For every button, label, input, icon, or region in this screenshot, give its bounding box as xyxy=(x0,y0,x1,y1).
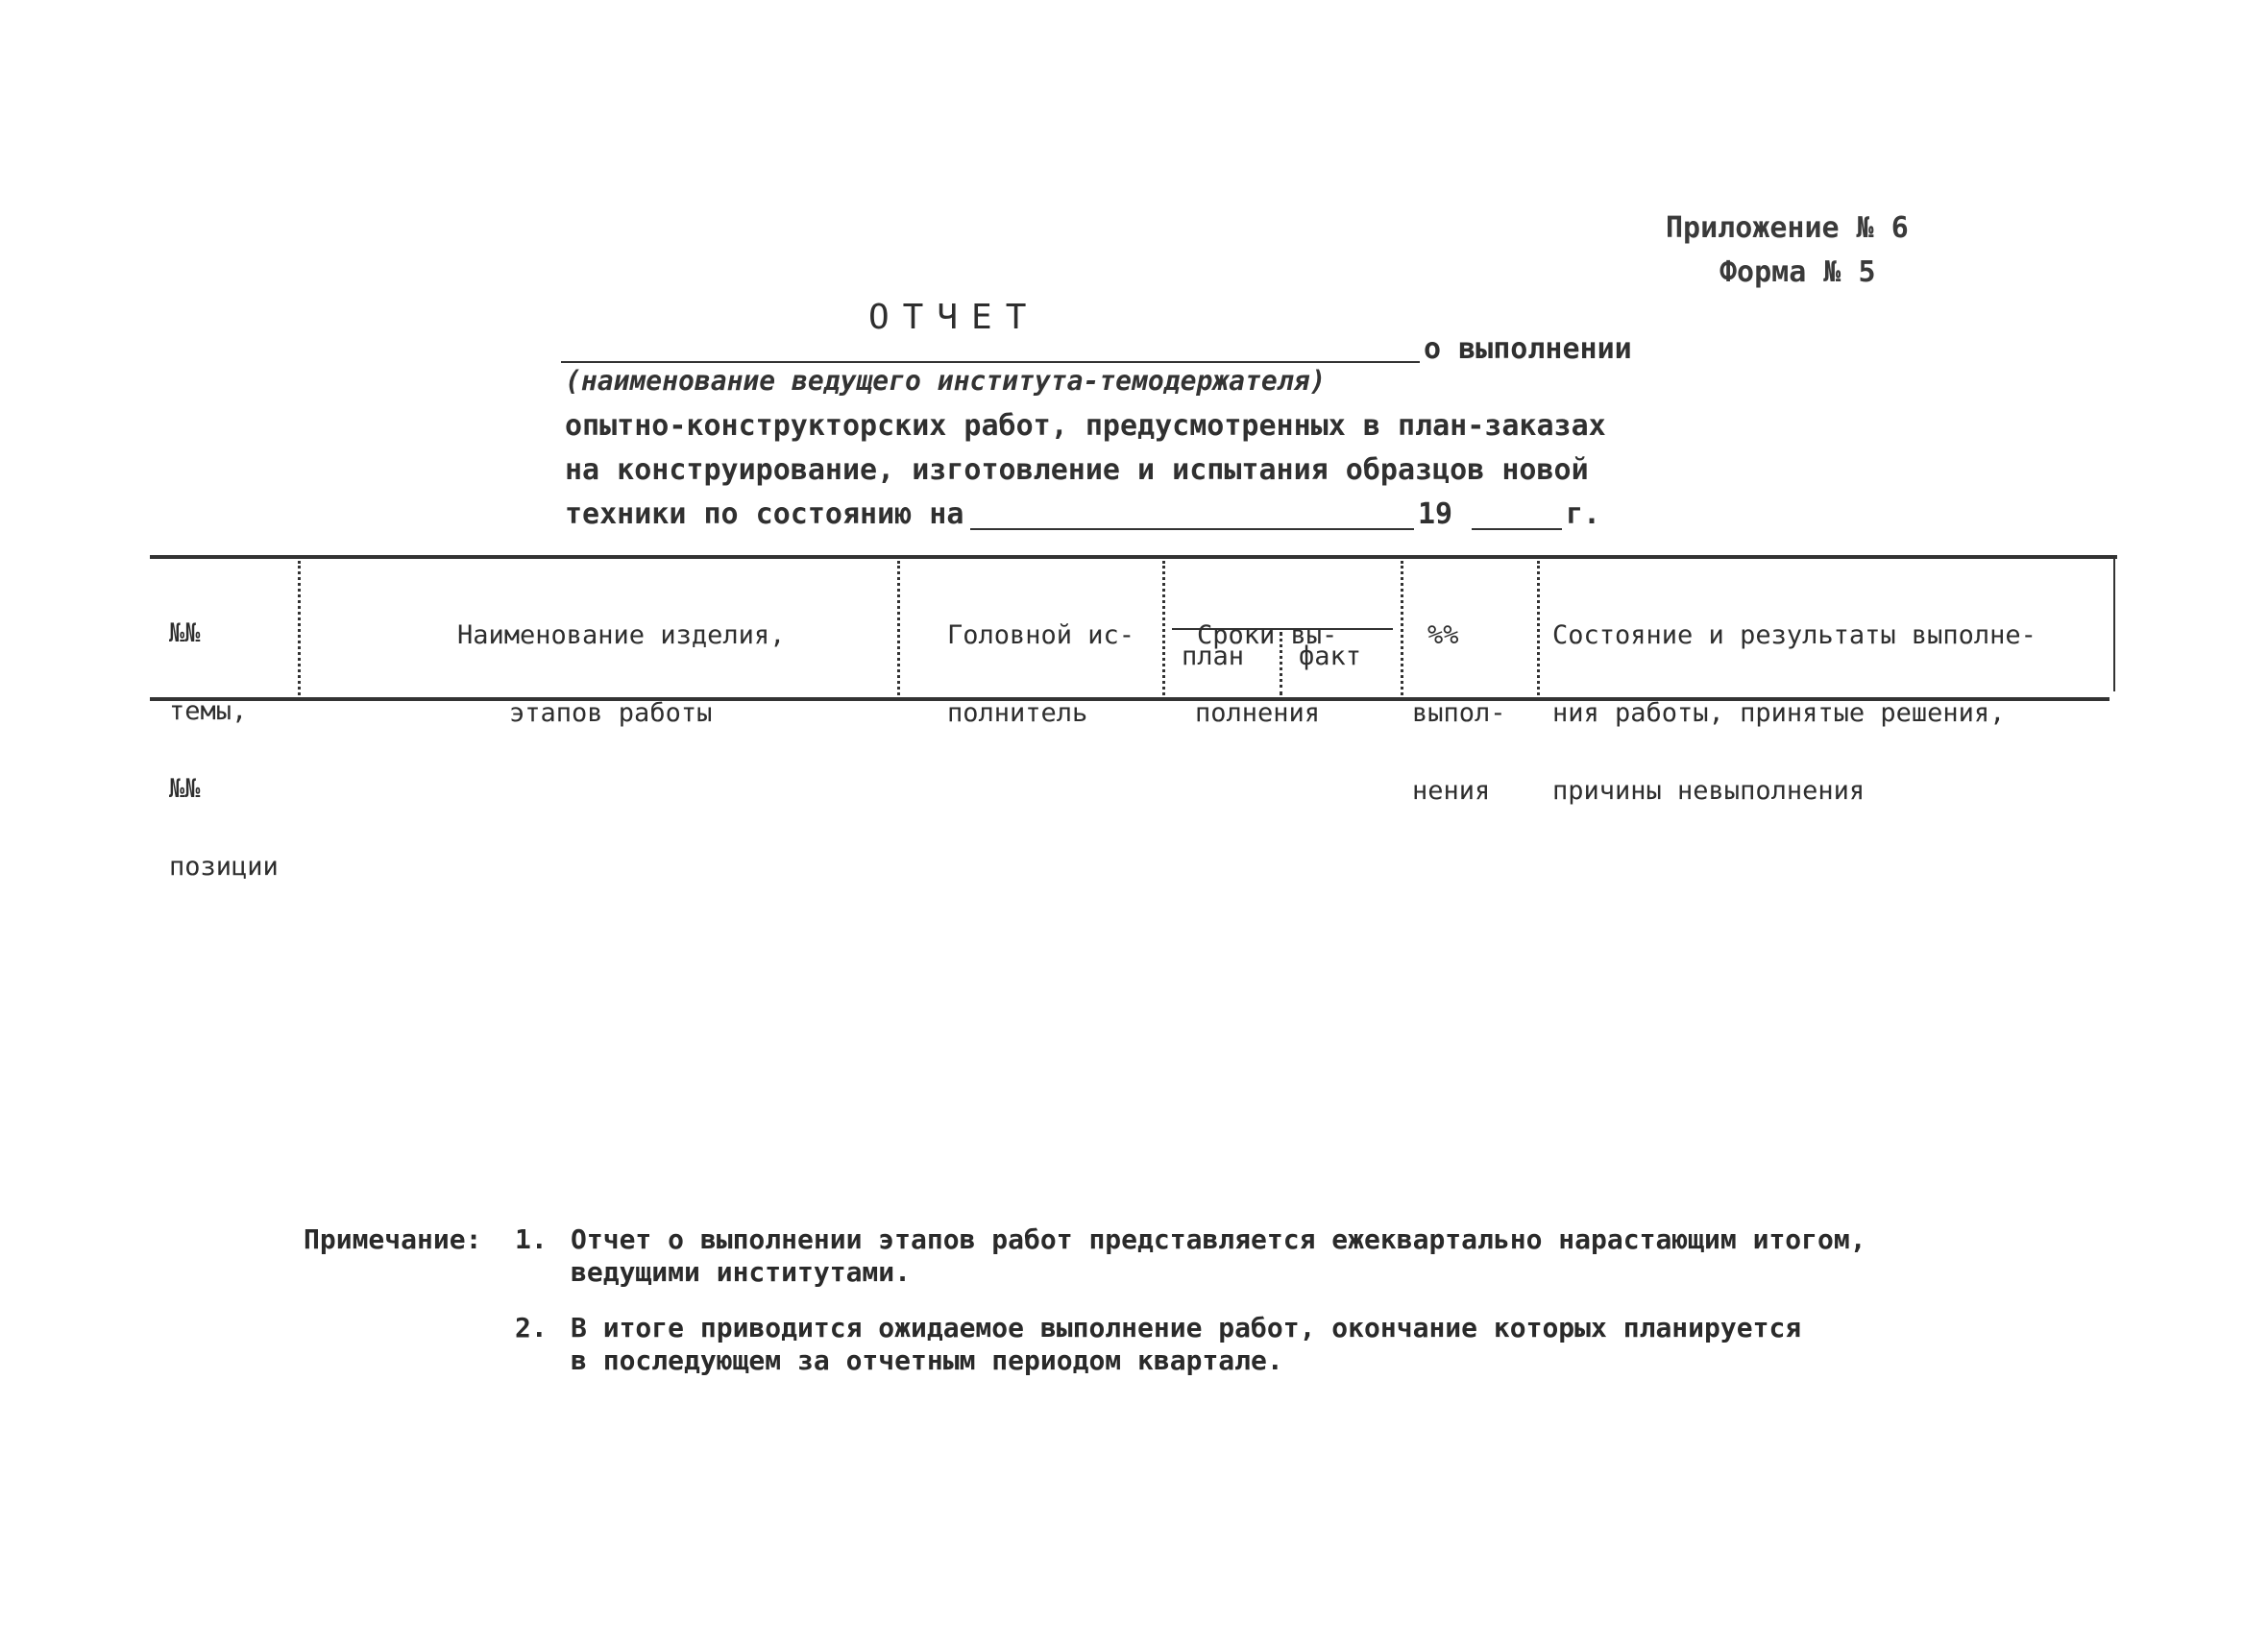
note-1-number: 1. xyxy=(515,1223,548,1255)
appendix-number: Приложение № 6 xyxy=(1666,211,1909,245)
table-top-rule xyxy=(150,555,2117,559)
col-number-header: №№ темы, №№ позиции xyxy=(169,618,279,882)
date-blank xyxy=(970,528,1414,530)
table-right-border xyxy=(2113,555,2115,691)
col-separator-3 xyxy=(1162,561,1165,695)
col-separator-2 xyxy=(897,561,900,695)
header-line1-suffix: о выполнении xyxy=(1424,332,1632,366)
note-2-text: В итоге приводится ожидаемое выполнение работ, окончание которых планируется в последующем за отчетным периодом квартале. xyxy=(571,1312,1802,1376)
header-line4-prefix: техники по состоянию на xyxy=(565,497,964,531)
col-separator-5 xyxy=(1537,561,1540,695)
document-title: ОТЧЕТ xyxy=(868,298,1040,337)
year-prefix: 19 xyxy=(1418,497,1453,531)
col-separator-4 xyxy=(1401,561,1403,695)
year-suffix: г. xyxy=(1566,497,1601,531)
report-table-header xyxy=(150,555,2117,882)
col-deadlines-header: Сроки вы- полнения xyxy=(1195,620,1338,728)
note-1-text: Отчет о выполнении этапов работ представляется ежеквартально нарастающим итогом, ведущими институтами. xyxy=(571,1223,1866,1288)
note-2-number: 2. xyxy=(515,1312,548,1343)
col-name-header: Наименование изделия, этапов работы xyxy=(457,620,786,728)
institute-caption: (наименование ведущего института-темодержателя) xyxy=(565,365,1327,397)
col-separator-1 xyxy=(298,561,301,695)
col-percent-header: %% выпол- нения xyxy=(1412,620,1506,806)
header-line3: на конструирование, изготовление и испытания образцов новой xyxy=(565,453,1589,487)
notes-label: Примечание: xyxy=(304,1223,482,1255)
col-plan-header: план xyxy=(1182,641,1245,671)
col-executor-header: Головной ис- полнитель xyxy=(947,620,1135,728)
year-blank xyxy=(1472,528,1562,530)
col-fact-header: факт xyxy=(1299,641,1362,671)
header-line2: опытно-конструкторских работ, предусмотренных в план-заказах xyxy=(565,409,1606,443)
form-number: Форма № 5 xyxy=(1719,255,1876,289)
institute-name-blank xyxy=(561,361,1420,363)
col-status-header: Состояние и результаты выполне- ния работы, принятые решения, причины невыполнения xyxy=(1552,620,2036,806)
